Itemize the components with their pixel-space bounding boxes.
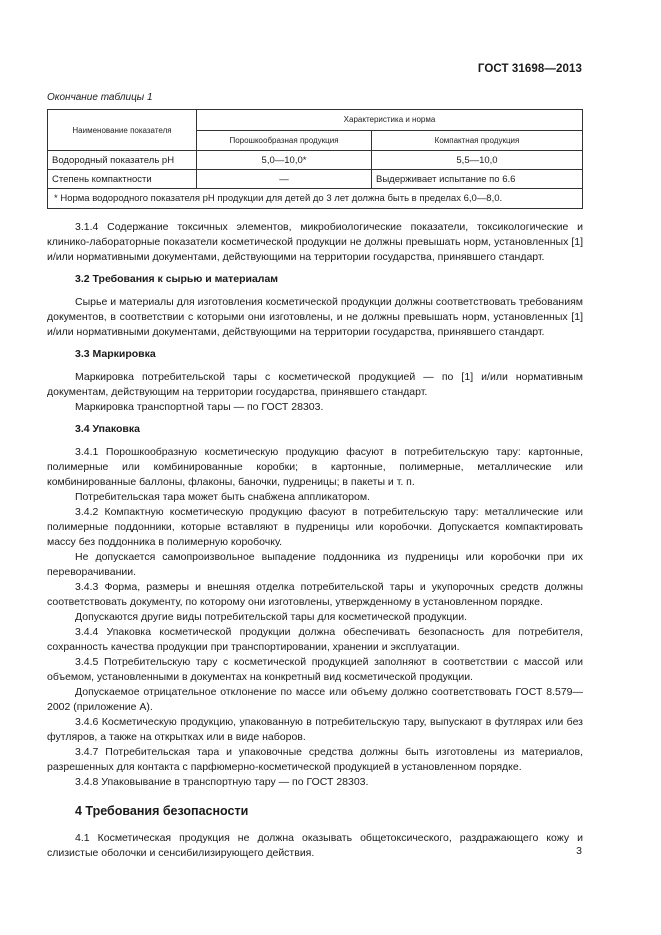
paragraph-3-4-4: 3.4.4 Упаковка косметической продукции должна обеспечивать безопасность для потребителя, сохранность качества продукции при транспортировании, хранении и эксплуатации. — [47, 626, 583, 653]
paragraph-3-4-5: 3.4.5 Потребительскую тару с косметической продукцией заполняют в соответствии с массой или объемом, установленными в документах на конкретный вид косметической продукции. — [47, 656, 583, 683]
column-header-compact: Компактная продукция — [372, 130, 583, 151]
paragraph-3-4-2-b: Не допускается самопроизвольное выпадение поддонника из пудреницы или коробочки при их переворачивании. — [47, 551, 583, 578]
paragraph-3-4-1: 3.4.1 Порошкообразную косметическую продукцию фасуют в потребительскую тару: картонные, полимерные или комбинированные коробки; в картонные, полимерные, металлические или комбинированные баллоны, флаконы, баночки, пудреницы; в пакеты и т. п. — [47, 446, 583, 488]
column-header-powder: Порошкообразная продукция — [197, 130, 372, 151]
table-caption: Окончание таблицы 1 — [47, 92, 153, 103]
row-name: Водородный показатель pH — [48, 151, 197, 170]
section-heading-3-2: 3.2 Требования к сырью и материалам — [75, 273, 279, 285]
paragraph-3-4-2: 3.4.2 Компактную косметическую продукцию фасуют в потребительскую тару: металлические или полимерные поддонники, которые вставляют в пудреницы или коробочки. Допускается компактировать массу без поддонника в полимерную коробочку. — [47, 506, 583, 548]
section-heading-3-4: 3.4 Упаковка — [75, 423, 140, 435]
paragraph-3-3-a: Маркировка потребительской тары с косметической продукцией — по [1] и/или нормативным документам, действующим на территории государства, принявшего стандарт. — [47, 371, 583, 398]
spec-table — [47, 109, 583, 209]
table-row — [48, 151, 583, 170]
row-compact-value: Выдерживает испытание по 6.6 — [372, 170, 583, 189]
section-heading-4: 4 Требования безопасности — [75, 804, 249, 818]
paragraph-3-4-5-b: Допускаемое отрицательное отклонение по массе или объему должно соответствовать ГОСТ 8.579—2002 (приложение А). — [47, 686, 583, 713]
row-compact-value: 5,5—10,0 — [372, 151, 583, 170]
table-row — [48, 170, 583, 189]
row-powder-value: — — [197, 170, 372, 189]
paragraph-4-1: 4.1 Косметическая продукция не должна оказывать общетоксического, раздражающего кожу и слизистые оболочки и сенсибилизирующего действия. — [47, 832, 583, 859]
paragraph-3-3-b: Маркировка транспортной тары — по ГОСТ 28303. — [75, 401, 324, 413]
document-code: ГОСТ 31698—2013 — [477, 63, 582, 75]
paragraph-3-4-3-b: Допускаются другие виды потребительской тары для косметической продукции. — [75, 611, 468, 623]
row-name: Степень компактности — [48, 170, 197, 189]
paragraph-3-1-4: 3.1.4 Содержание токсичных элементов, микробиологические показатели, токсикологические и клинико-лабораторные показатели косметической продукции не должны превышать норм, установленных [1] и/или нормативными документами, действующими на территории государства, принявшего стандарт. — [47, 221, 583, 263]
column-header-name: Наименование показателя — [48, 110, 197, 151]
paragraph-3-4-1-b: Потребительская тара может быть снабжена аппликатором. — [75, 491, 370, 503]
column-group-header: Характеристика и норма — [197, 110, 583, 131]
document-body — [47, 220, 583, 861]
row-powder-value: 5,0—10,0* — [197, 151, 372, 170]
page-number: 3 — [576, 845, 582, 857]
paragraph-3-4-6: 3.4.6 Косметическую продукцию, упакованную в потребительскую тару, выпускают в футлярах или без футляров, а также на открытках или в виде наборов. — [47, 716, 583, 743]
section-heading-3-3: 3.3 Маркировка — [75, 348, 156, 360]
paragraph-3-4-3: 3.4.3 Форма, размеры и внешняя отделка потребительской тары и укупорочных средств должны соответствовать документу, по которому они изготовлены, утвержденному в установленном порядке. — [47, 581, 583, 608]
paragraph-3-4-8: 3.4.8 Упаковывание в транспортную тару — по ГОСТ 28303. — [75, 776, 369, 788]
table-footnote: * Норма водородного показателя pH продукции для детей до 3 лет должна быть в пределах 6,0—8,0. — [48, 189, 583, 209]
paragraph-3-2: Сырье и материалы для изготовления косметической продукции должны соответствовать требованиям документов, в соответствии с которыми они изготовлены, и не должны превышать норм, установленных [1] и/или нормативными документами, действующими на территории государства, принявшего стандарт. — [47, 296, 583, 338]
paragraph-3-4-7: 3.4.7 Потребительская тара и упаковочные средства должны быть изготовлены из материалов, разрешенных для контакта с парфюмерно-косметической продукцией в установленном порядке. — [47, 746, 583, 773]
